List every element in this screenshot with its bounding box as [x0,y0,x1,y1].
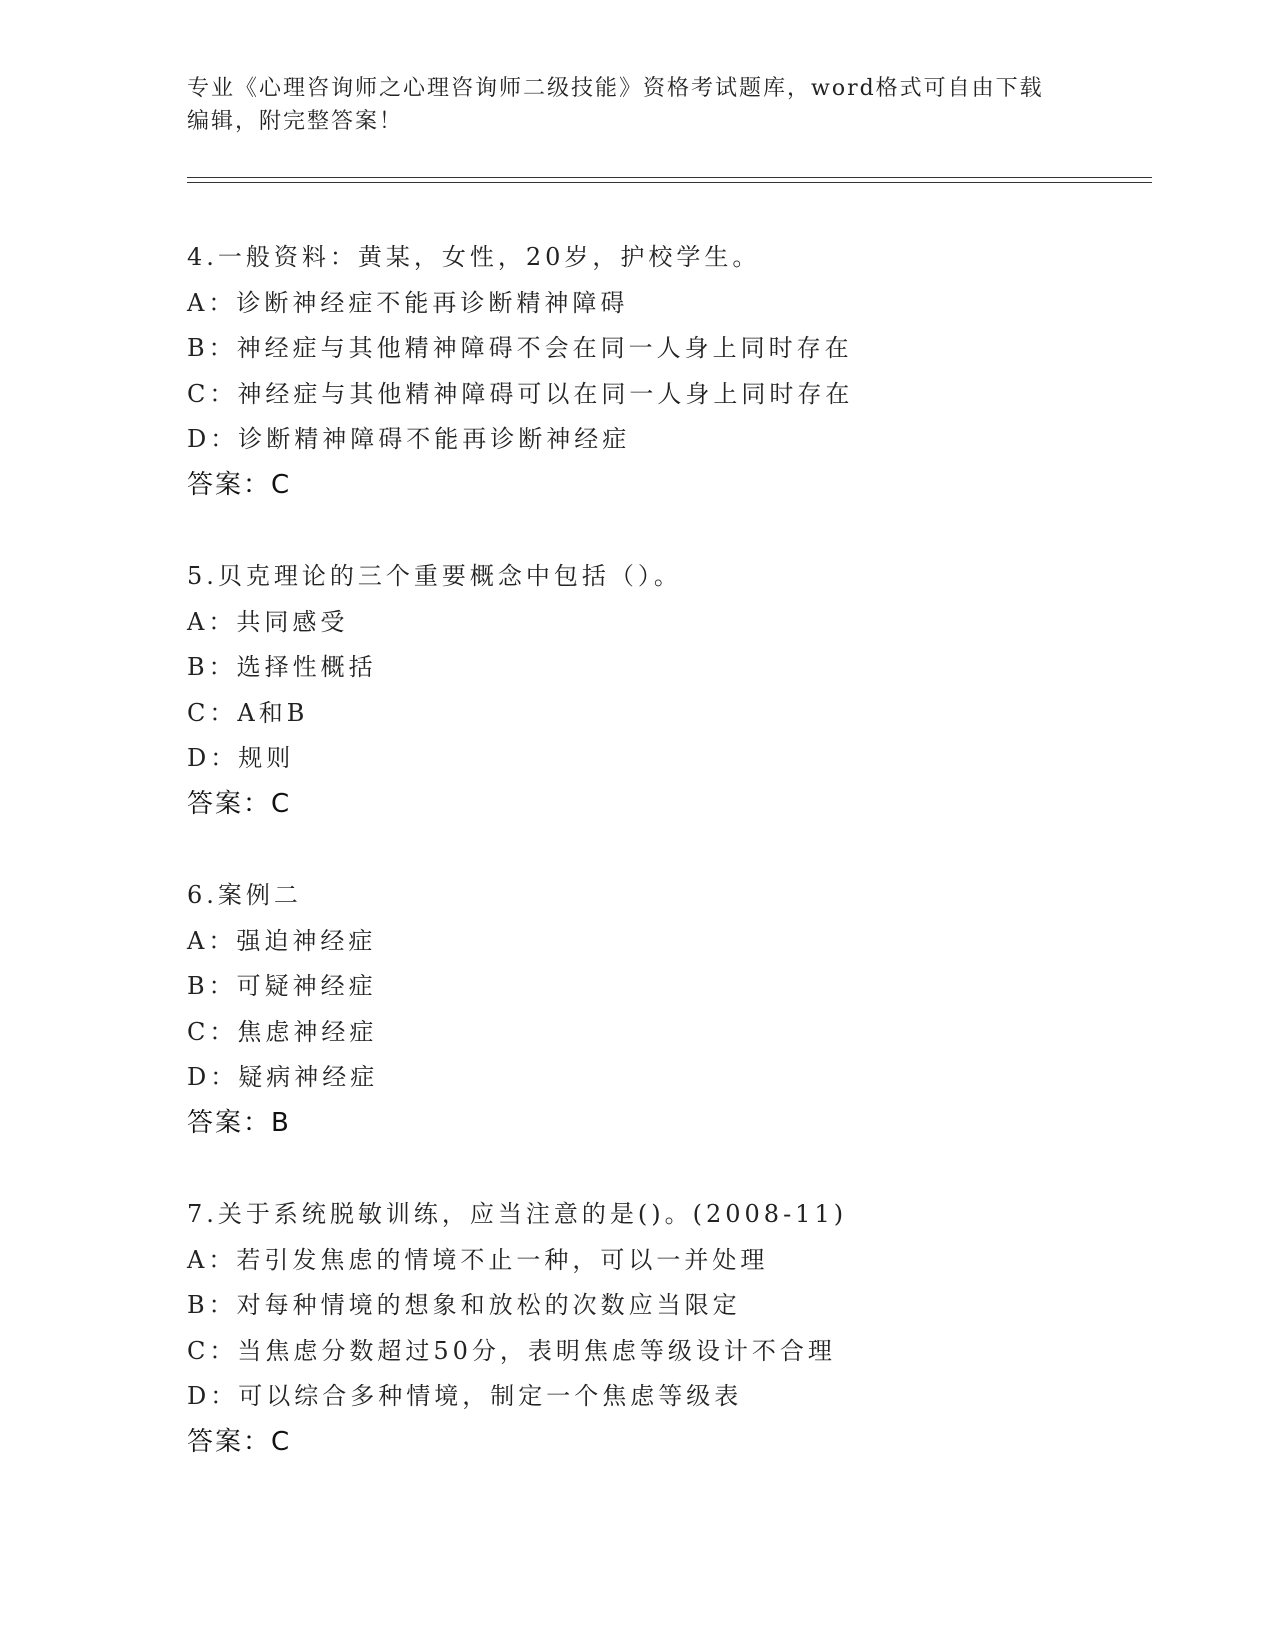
header-line-1: 专业《心理咨询师之心理咨询师二级技能》资格考试题库，word格式可自由下载 [187,76,1044,101]
question-stem: 4.一般资料：黄某，女性，20岁，护校学生。 [187,243,761,271]
option-b: B：对每种情境的想象和放松的次数应当限定 [187,1291,741,1320]
option-c: C：焦虑神经症 [187,1017,378,1046]
question-6 [187,873,1187,1147]
question-4 [187,235,1187,509]
question-5 [187,554,1187,828]
document-header [187,72,1087,138]
option-a: A：强迫神经症 [187,926,377,955]
option-c: C：A和B [187,698,309,727]
option-a: A：诊断神经症不能再诊断精神障碍 [187,288,629,317]
option-d: D：疑病神经症 [187,1063,379,1092]
option-d: D：诊断精神障碍不能再诊断神经症 [187,425,631,454]
option-d: D：规则 [187,744,295,773]
option-b: B：神经症与其他精神障碍不会在同一人身上同时存在 [187,334,853,363]
option-c: C：当焦虑分数超过50分，表明焦虑等级设计不合理 [187,1336,836,1365]
option-a: A：若引发焦虑的情境不止一种，可以一并处理 [187,1245,769,1274]
answer-line: 答案：C [187,1426,292,1457]
option-b: B：可疑神经症 [187,972,377,1001]
header-divider-bottom [187,182,1152,183]
question-stem: 7.关于系统脱敏训练，应当注意的是()。(2008-11) [187,1200,848,1228]
option-c: C：神经症与其他精神障碍可以在同一人身上同时存在 [187,379,854,408]
header-line-2: 编辑，附完整答案！ [187,109,404,134]
question-7 [187,1192,1187,1466]
question-stem: 5.贝克理论的三个重要概念中包括（）。 [187,562,682,590]
header-divider-top [187,177,1152,178]
answer-line: 答案：C [187,788,292,819]
question-stem: 6.案例二 [187,881,302,909]
option-d: D：可以综合多种情境，制定一个焦虑等级表 [187,1382,743,1411]
answer-line: 答案：C [187,469,292,500]
option-a: A：共同感受 [187,607,349,636]
answer-line: 答案：B [187,1107,291,1138]
option-b: B：选择性概括 [187,653,377,682]
